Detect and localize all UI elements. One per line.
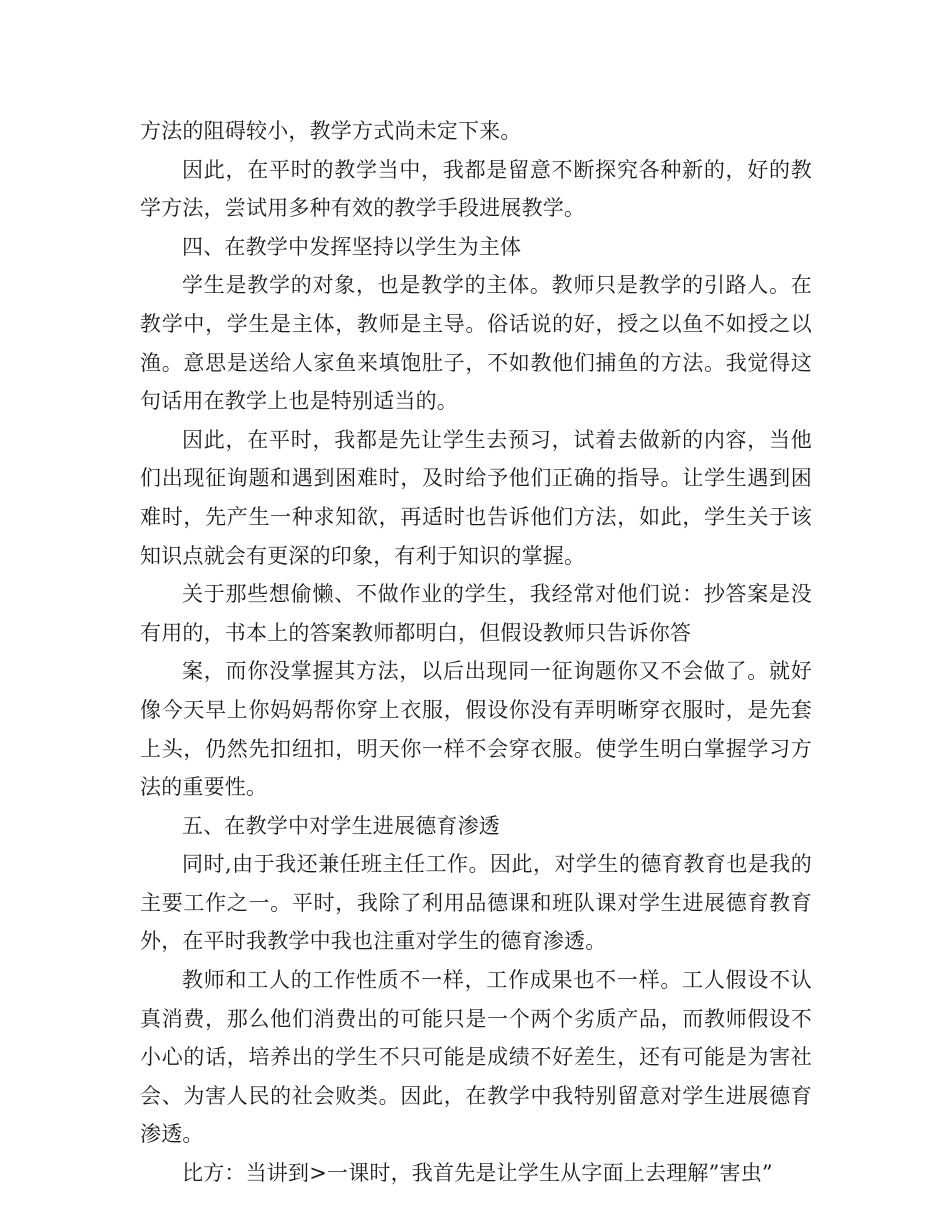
section-heading: 四、在教学中发挥坚持以学生为主体 <box>182 234 522 259</box>
paragraph: 学生是教学的对象，也是教学的主体。教师只是教学的引路人。在教学中，学生是主体，教师是主导。俗话说的好，授之以鱼不如授之以渔。意思是送给人家鱼来填饱肚子，不如教他们捕鱼的方法。我觉得这句话用在教学上也是特别适当的。 <box>140 273 812 414</box>
paragraph: 案，而你没掌握其方法，以后出现同一征询题你又不会做了。就好像今天早上你妈妈帮你穿上衣服，假设你没有弄明晰穿衣服时，是先套上头，仍然先扣纽扣，明天你一样不会穿衣服。使学生明白掌握学习方法的重要性。 <box>140 659 812 800</box>
paragraph: 比方：当讲到>一课时，我首先是让学生从字面上去理解”害虫” <box>182 1161 773 1186</box>
paragraph: 因此，在平时的教学当中，我都是留意不断探究各种新的，好的教学方法，尝试用多种有效的教学手段进展教学。 <box>140 157 812 221</box>
paragraph: 关于那些想偷懒、不做作业的学生，我经常对他们说：抄答案是没有用的，书本上的答案教师都明白，但假设教师只告诉你答 <box>140 582 812 645</box>
paragraph: 因此，在平时，我都是先让学生去预习，试着去做新的内容，当他们出现征询题和遇到困难时，及时给予他们正确的指导。让学生遇到困难时，先产生一种求知欲，再适时也告诉他们方法，如此，学生关于该知识点就会有更深的印象，有利于知识的掌握。 <box>140 427 812 568</box>
section-heading: 五、在教学中对学生进展德育渗透 <box>182 813 500 838</box>
paragraph: 教师和工人的工作性质不一样，工作成果也不一样。工人假设不认真消费，那么他们消费出的可能只是一个两个劣质产品，而教师假设不小心的话，培养出的学生不只可能是成绩不好差生，还有可能是为害社会、为害人民的社会败类。因此，在教学中我特别留意对学生进展德育渗透。 <box>140 968 812 1147</box>
paragraph: 方法的阻碍较小，教学方式尚未定下来。 <box>140 119 522 143</box>
paragraph: 同时,由于我还兼任班主任工作。因此，对学生的德育教育也是我的主要工作之一。平时，我除了利用品德课和班队课对学生进展德育教育外，在平时我教学中我也注重对学生的德育渗透。 <box>140 852 812 954</box>
document-body <box>140 112 812 1193</box>
